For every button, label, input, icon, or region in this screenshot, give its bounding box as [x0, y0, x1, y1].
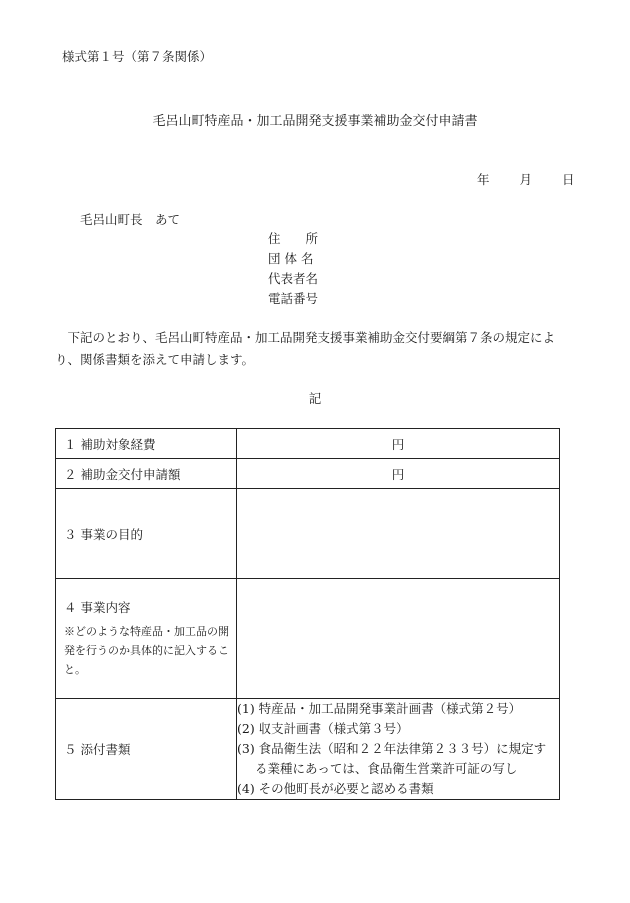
applicant-fields	[268, 229, 318, 309]
form-number: 様式第１号（第７条関係）	[62, 49, 213, 64]
field-group-name-label: 団 体 名	[268, 251, 314, 266]
table-row	[56, 459, 560, 489]
attachment-item-continued: る業種にあっては、食品衛生営業許可証の写し	[255, 761, 518, 776]
date-line	[477, 170, 575, 188]
addressee: 毛呂山町長 あて	[80, 212, 181, 227]
content-note: ※どのような特産品・加工品の開発を行うのか具体的に記入すること。	[64, 625, 229, 676]
table-row	[56, 579, 560, 699]
content-cell	[56, 579, 237, 699]
date-month: 月	[519, 172, 533, 187]
application-amount-label: ２ 補助金交付申請額	[56, 459, 237, 489]
table-row	[56, 489, 560, 579]
document-title: 毛呂山町特産品・加工品開発支援事業補助金交付申請書	[152, 114, 478, 129]
field-representative-label: 代表者名	[268, 271, 319, 286]
date-year: 年	[477, 172, 490, 187]
body-text: 下記のとおり、毛呂山町特産品・加工品開発支援事業補助金交付要綱第７条の規定により、関係書類を添えて申請します。	[55, 330, 556, 367]
attachment-item: (2) 収支計画書（様式第３号）	[237, 721, 409, 736]
attachments-list	[237, 699, 560, 800]
table-row	[56, 699, 560, 800]
table-row	[56, 429, 560, 459]
application-amount-field[interactable]: 円	[237, 459, 560, 489]
content-field[interactable]	[237, 579, 560, 699]
items-table	[55, 428, 560, 800]
purpose-label: ３ 事業の目的	[56, 489, 237, 579]
content-label: ４ 事業内容	[64, 600, 131, 615]
attachment-item: (3) 食品衛生法（昭和２２年法律第２３３号）に規定す	[237, 741, 547, 756]
field-phone-label: 電話番号	[268, 291, 319, 306]
purpose-field[interactable]	[237, 489, 560, 579]
subsidy-expense-field[interactable]: 円	[237, 429, 560, 459]
attachments-label: ５ 添付書類	[56, 699, 237, 800]
field-address-label: 住 所	[268, 231, 319, 246]
subsidy-expense-label: １ 補助対象経費	[56, 429, 237, 459]
ki-heading: 記	[308, 391, 322, 406]
attachment-item: (1) 特産品・加工品開発事業計画書（様式第２号）	[237, 701, 522, 716]
attachment-item: (4) その他町長が必要と認める書類	[237, 781, 434, 796]
date-day: 日	[562, 172, 575, 187]
